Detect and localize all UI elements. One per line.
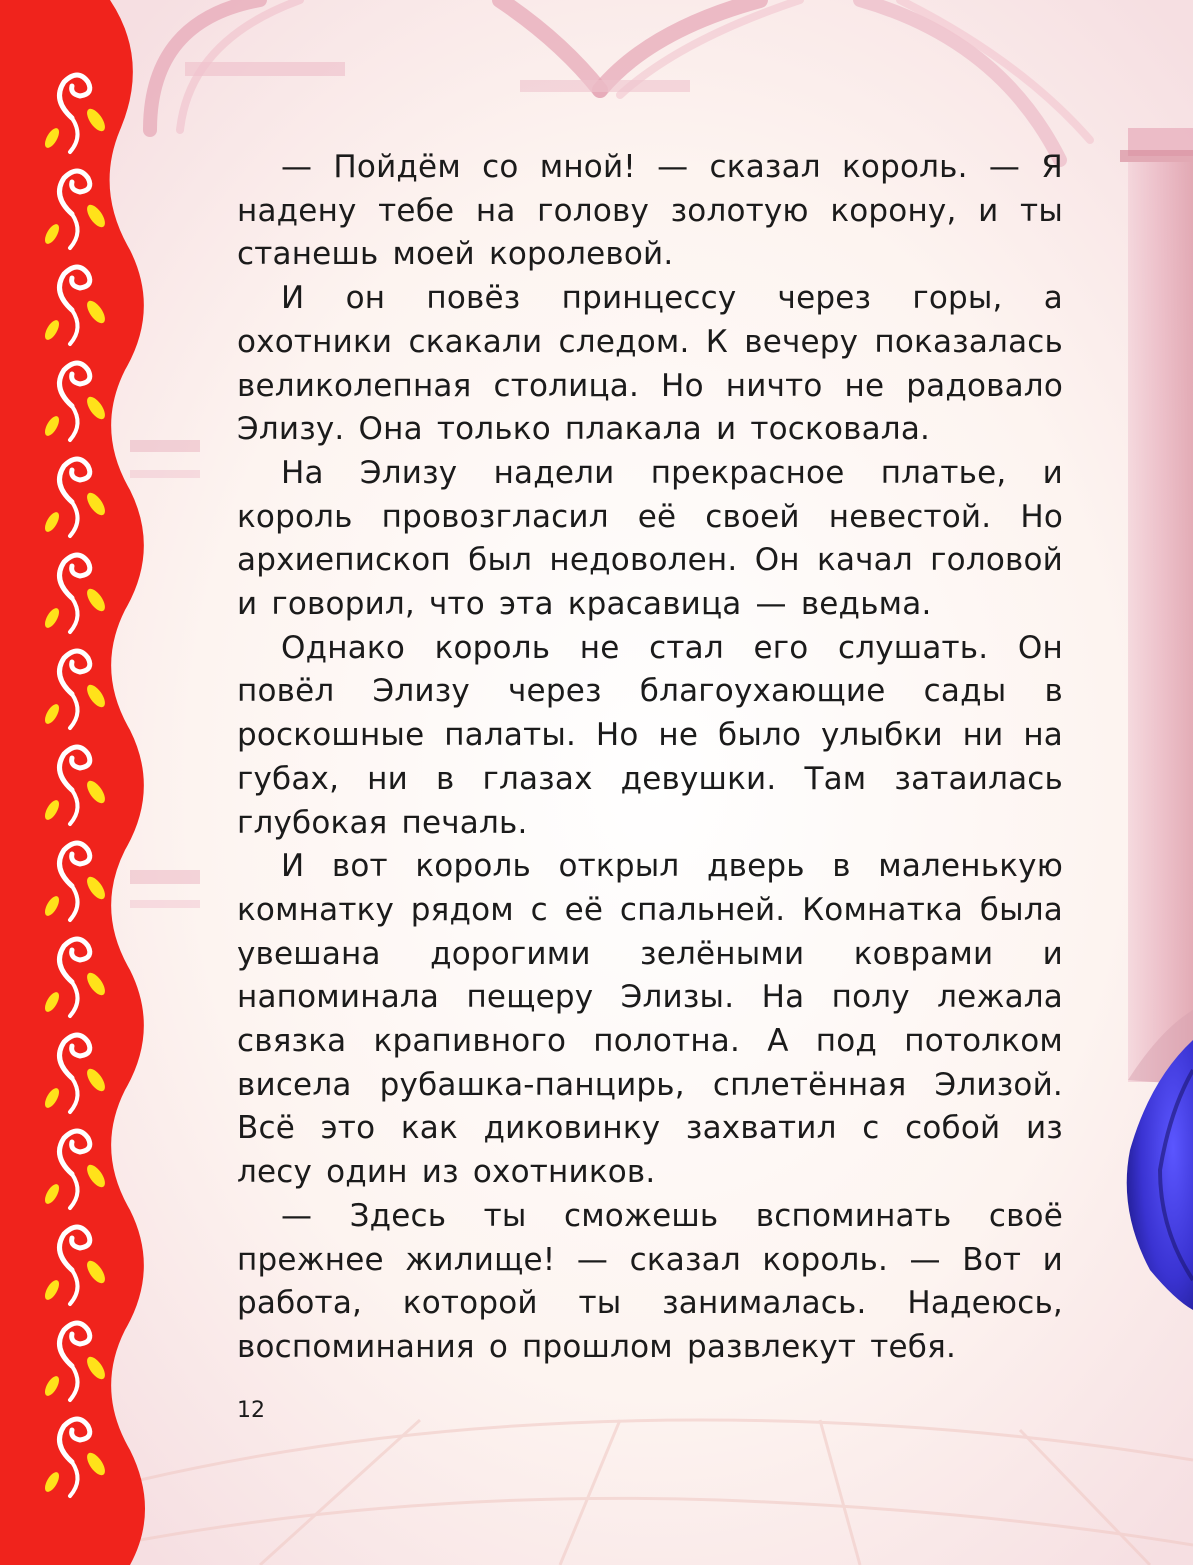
capital bbox=[185, 62, 345, 76]
page-number: 12 bbox=[237, 1398, 265, 1423]
paragraph: Однако король не стал его слушать. Он повёл Элизу через благоухающие сады в роскошные палаты. Но не было улыбки ни на губах, ни в глазах девушки. Там затаилась глубокая печаль. bbox=[237, 629, 1063, 841]
paragraph: На Элизу надели прекрасное платье, и король провозгласил её своей невестой. Но архиепископ был недоволен. Он качал головой и говорил, что эта красавица — ведьма. bbox=[237, 454, 1063, 623]
right-column bbox=[1120, 128, 1193, 1085]
paragraph: — Здесь ты сможешь вспоминать своё прежнее жилище! — сказал король. — Вот и работа, которой ты занималась. Надеюсь, воспоминания о прошлом развлекут тебя. bbox=[237, 1197, 1063, 1365]
paragraph: И вот король открыл дверь в маленькую комнатку рядом с её спальней. Комнатка была увешана дорогими зелёными коврами и напоминала пещеру Элизы. На полу лежала связка крапивного полотна. А под потолком висела рубашка-панцирь, сплетённая Элизой. Всё это как диковинку захватил с собой из лесу один из охотников. bbox=[237, 848, 1063, 1191]
capital bbox=[520, 80, 690, 92]
paragraph: — Пойдём со мной! — сказал король. — Я надену тебе на голову золотую корону, и ты станешь моей королевой. bbox=[237, 149, 1063, 273]
story-text bbox=[237, 146, 1063, 1370]
paragraph: И он повёз принцессу через горы, а охотники скакали следом. К вечеру показалась великолепная столица. Но ничто не радовало Элизу. Она только плакала и тосковала. bbox=[237, 280, 1063, 448]
